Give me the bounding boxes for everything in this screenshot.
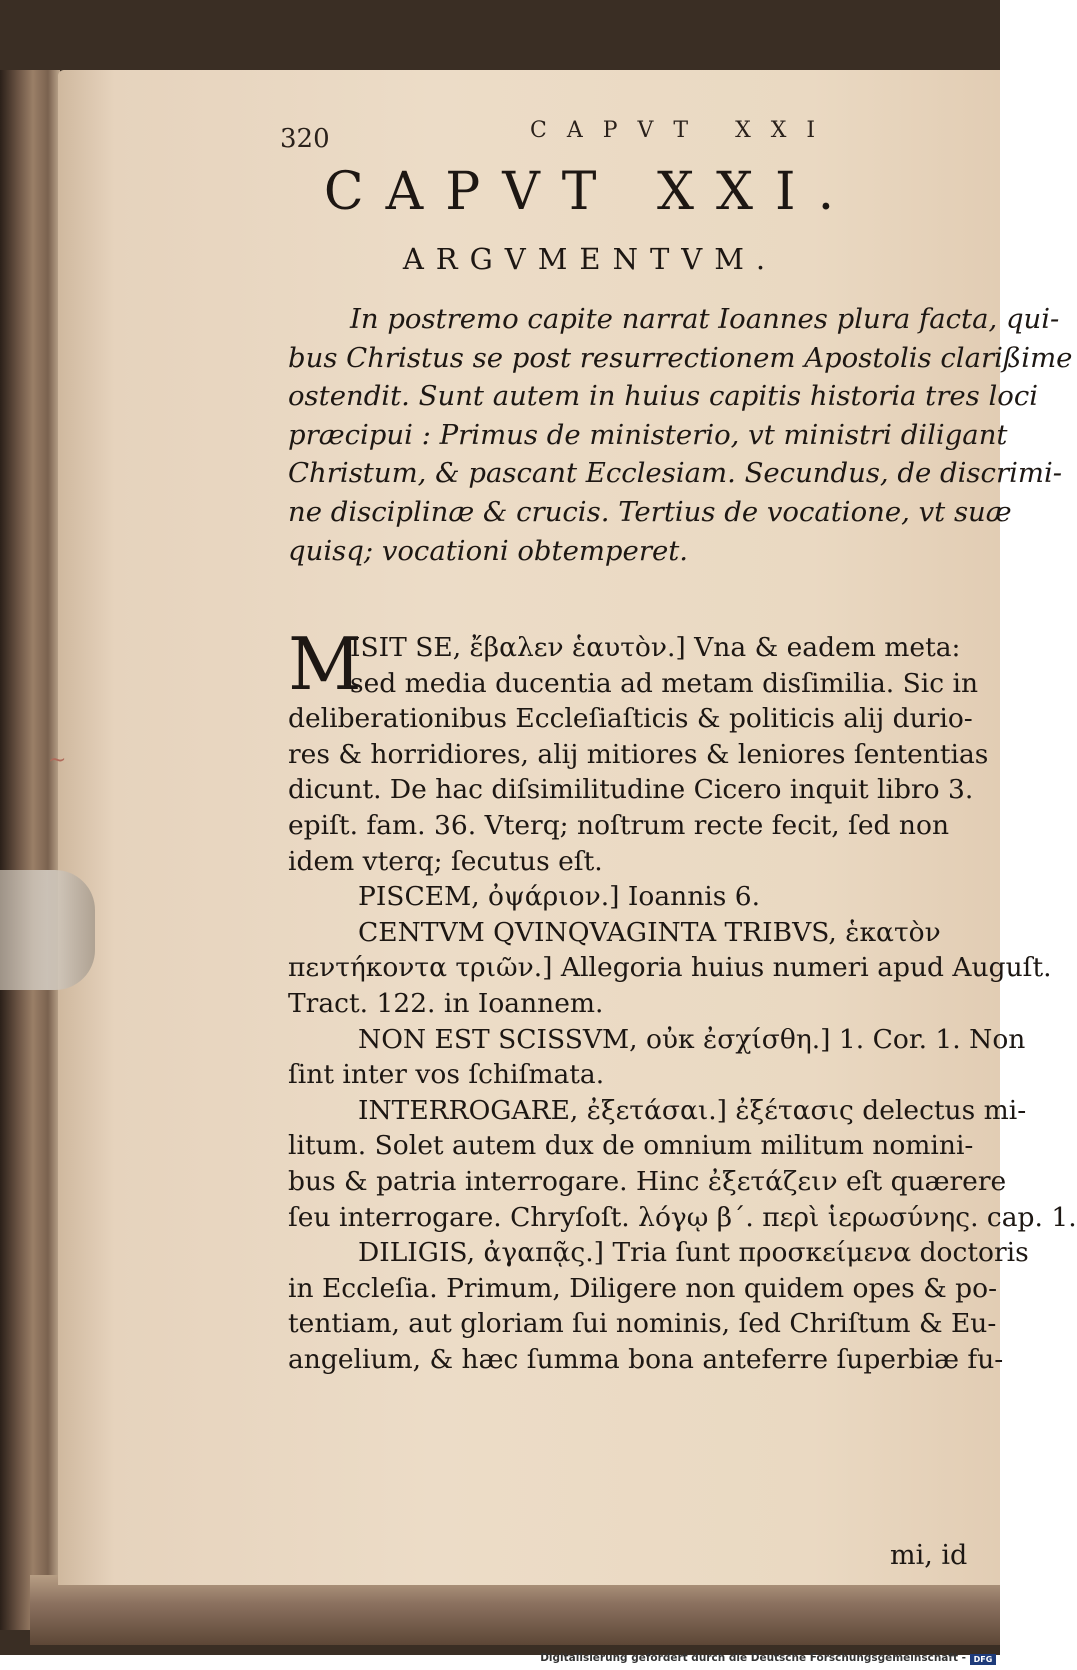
body-line: Tract. 122. in Ioannem. bbox=[288, 987, 604, 1019]
body-line: res & horridiores, alij mitiores & leniores ſententias bbox=[288, 738, 989, 770]
body-line: deliberationibus Eccleſiaſticis & politicis alij durio- bbox=[288, 703, 973, 735]
argument-line: bus Christus se post resurrectionem Apostolis clarißime bbox=[288, 341, 1073, 374]
body-line: bus & patria interrogare. Hinc ἐξετάζειν eſt quærere bbox=[288, 1165, 1007, 1197]
book-bottom-edge bbox=[30, 1575, 1000, 1645]
body-line: litum. Solet autem dux de omnium militum nomini- bbox=[288, 1130, 974, 1162]
page-number: 320 bbox=[280, 124, 330, 154]
body-line: PISCEM, ὀψάριον.] Ioannis 6. bbox=[358, 881, 761, 913]
body-line: NON EST SCISSVM, οὐκ ἐσχίσθη.] 1. Cor. 1. Non bbox=[358, 1023, 1026, 1055]
running-title: CAPVT XXI bbox=[530, 118, 836, 143]
body-line: ſint inter vos ſchiſmata. bbox=[288, 1059, 605, 1091]
argument-line: ne disciplinæ & crucis. Tertius de vocatione, vt suæ bbox=[288, 495, 1012, 528]
body-line: πεντήκοντα τριῶν.] Allegoria huius numeri apud Auguſt. bbox=[288, 952, 1052, 984]
body-line: dicunt. De hac diſsimilitudine Cicero inquit libro 3. bbox=[288, 774, 974, 806]
catchword: mi, id bbox=[890, 1540, 968, 1571]
body-line: in Eccleſia. Primum, Diligere non quidem opes & po- bbox=[288, 1272, 998, 1304]
margin-mark: ~ bbox=[48, 748, 67, 773]
argument-line: Christum, & pascant Ecclesiam. Secundus, de discrimi- bbox=[288, 457, 1063, 490]
body-line: DILIGIS, ἀγαπᾷς.] Tria ſunt προσκείμενα doctoris bbox=[358, 1237, 1029, 1269]
dfg-logo: DFG bbox=[970, 1654, 996, 1665]
argument-title: ARGVMENTVM. bbox=[402, 242, 778, 276]
book-page-edges bbox=[0, 70, 60, 1630]
funding-credit: Digitalisierung gefördert durch die Deutsche Forschungsgemeinschaft - bbox=[540, 1652, 966, 1664]
argument-line: In postremo capite narrat Ioannes plura facta, qui- bbox=[350, 303, 1060, 335]
body-line: idem vterq; ſecutus eſt. bbox=[288, 845, 603, 877]
body-line: epiſt. fam. 36. Vterq; noſtrum recte fecit, ſed non bbox=[288, 809, 950, 841]
commentary-text bbox=[288, 622, 1077, 1377]
argument-line: præcipui : Primus de ministerio, vt ministri diligant bbox=[288, 418, 1008, 451]
drop-capital: M bbox=[288, 622, 362, 706]
body-line: ISIT SE, ἔβαλεν ἑαυτὸν.] Vna & eadem meta: bbox=[350, 632, 961, 663]
body-line: sed media ducentia ad metam disſimilia. Sic in bbox=[350, 667, 979, 699]
page-clip bbox=[0, 870, 95, 990]
chapter-title: CAPVT XXI. bbox=[323, 162, 857, 222]
body-line: angelium, & hæc ſumma bona anteferre ſuperbiæ fu- bbox=[288, 1343, 1004, 1375]
argument-line: ostendit. Sunt autem in huius capitis historia tres loci bbox=[288, 380, 1039, 413]
argument-line: quisq; vocationi obtemperet. bbox=[288, 534, 689, 567]
body-line: INTERROGARE, ἐξετάσαι.] ἐξέτασις delectus mi- bbox=[358, 1094, 1027, 1126]
body-line: CENTVM QVINQVAGINTA TRIBVS, ἑκατὸν bbox=[358, 916, 941, 948]
body-line: tentiam, aut gloriam ſui nominis, ſed Chriſtum & Eu- bbox=[288, 1308, 997, 1340]
body-line: ſeu interrogare. Chryſoſt. λόγῳ β΄. περὶ ἱερωσύνης. cap. 1. bbox=[288, 1201, 1077, 1233]
argument-paragraph bbox=[288, 300, 1073, 570]
